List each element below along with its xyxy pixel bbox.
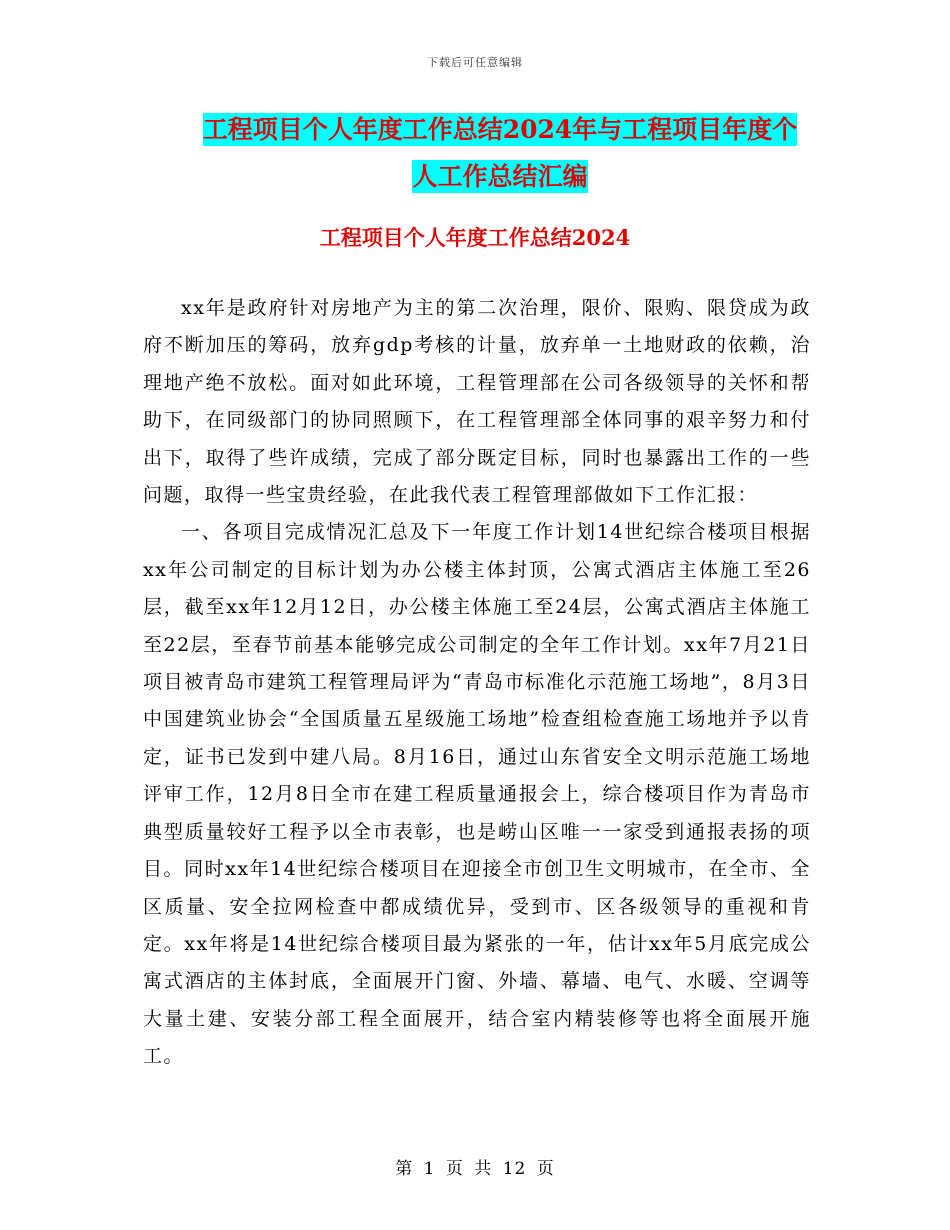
document-title-line-1: 工程项目个人年度工作总结2024年与工程项目年度个 [202,115,798,144]
section-title: 工程项目个人年度工作总结2024 [319,225,631,250]
header-note: 下载后可任意编辑 [427,56,523,69]
document-title-line-2: 人工作总结汇编 [412,162,588,191]
paragraph: xx年是政府针对房地产为主的第二次治理，限价、限购、限贷成为政府不断加压的筹码，放弃gdp考核的计量，放弃单一土地财政的依赖，治理地产绝不放松。面对如此环境，工程管理部在公司各级领导的关怀和帮助下，在同级部门的协同照顾下，在工程管理部全体同事的艰辛努力和付出下，取得了些许成绩，完成了部分既定目标，同时也暴露出工作的一些问题，取得一些宝贵经验，在此我代表工程管理部做如下工作汇报： [143,297,811,507]
body-text [143,290,811,1076]
paragraph: 一、各项目完成情况汇总及下一年度工作计划14世纪综合楼项目根据xx年公司制定的目标计划为办公楼主体封顶，公寓式酒店主体施工至26层，截至xx年12月12日，办公楼主体施工至24层，公寓式酒店主体施工至22层，至春节前基本能够完成公司制定的全年工作计划。xx年7月21日项目被青岛市建筑工程管理局评为“青岛市标准化示范施工场地”，8月3日中国建筑业协会“全国质量五星级施工场地”检查组检查施工场地并予以肯定，证书已发到中建八局。8月16日，通过山东省安全文明示范施工场地评审工作，12月8日全市在建工程质量通报会上，综合楼项目作为青岛市典型质量较好工程予以全市表彰，也是崂山区唯一一家受到通报表扬的项目。同时xx年14世纪综合楼项目在迎接全市创卫生文明城市，在全市、全区质量、安全拉网检查中都成绩优异，受到市、区各级领导的重视和肯定。xx年将是14世纪综合楼项目最为紧张的一年，估计xx年5月底完成公寓式酒店的主体封底，全面展开门窗、外墙、幕墙、电气、水暖、空调等大量土建、安装分部工程全面展开，结合室内精装修等也将全面展开施工。 [143,521,811,1068]
document-title [140,106,860,200]
page-number: 第 1 页 共 12 页 [395,1159,555,1179]
